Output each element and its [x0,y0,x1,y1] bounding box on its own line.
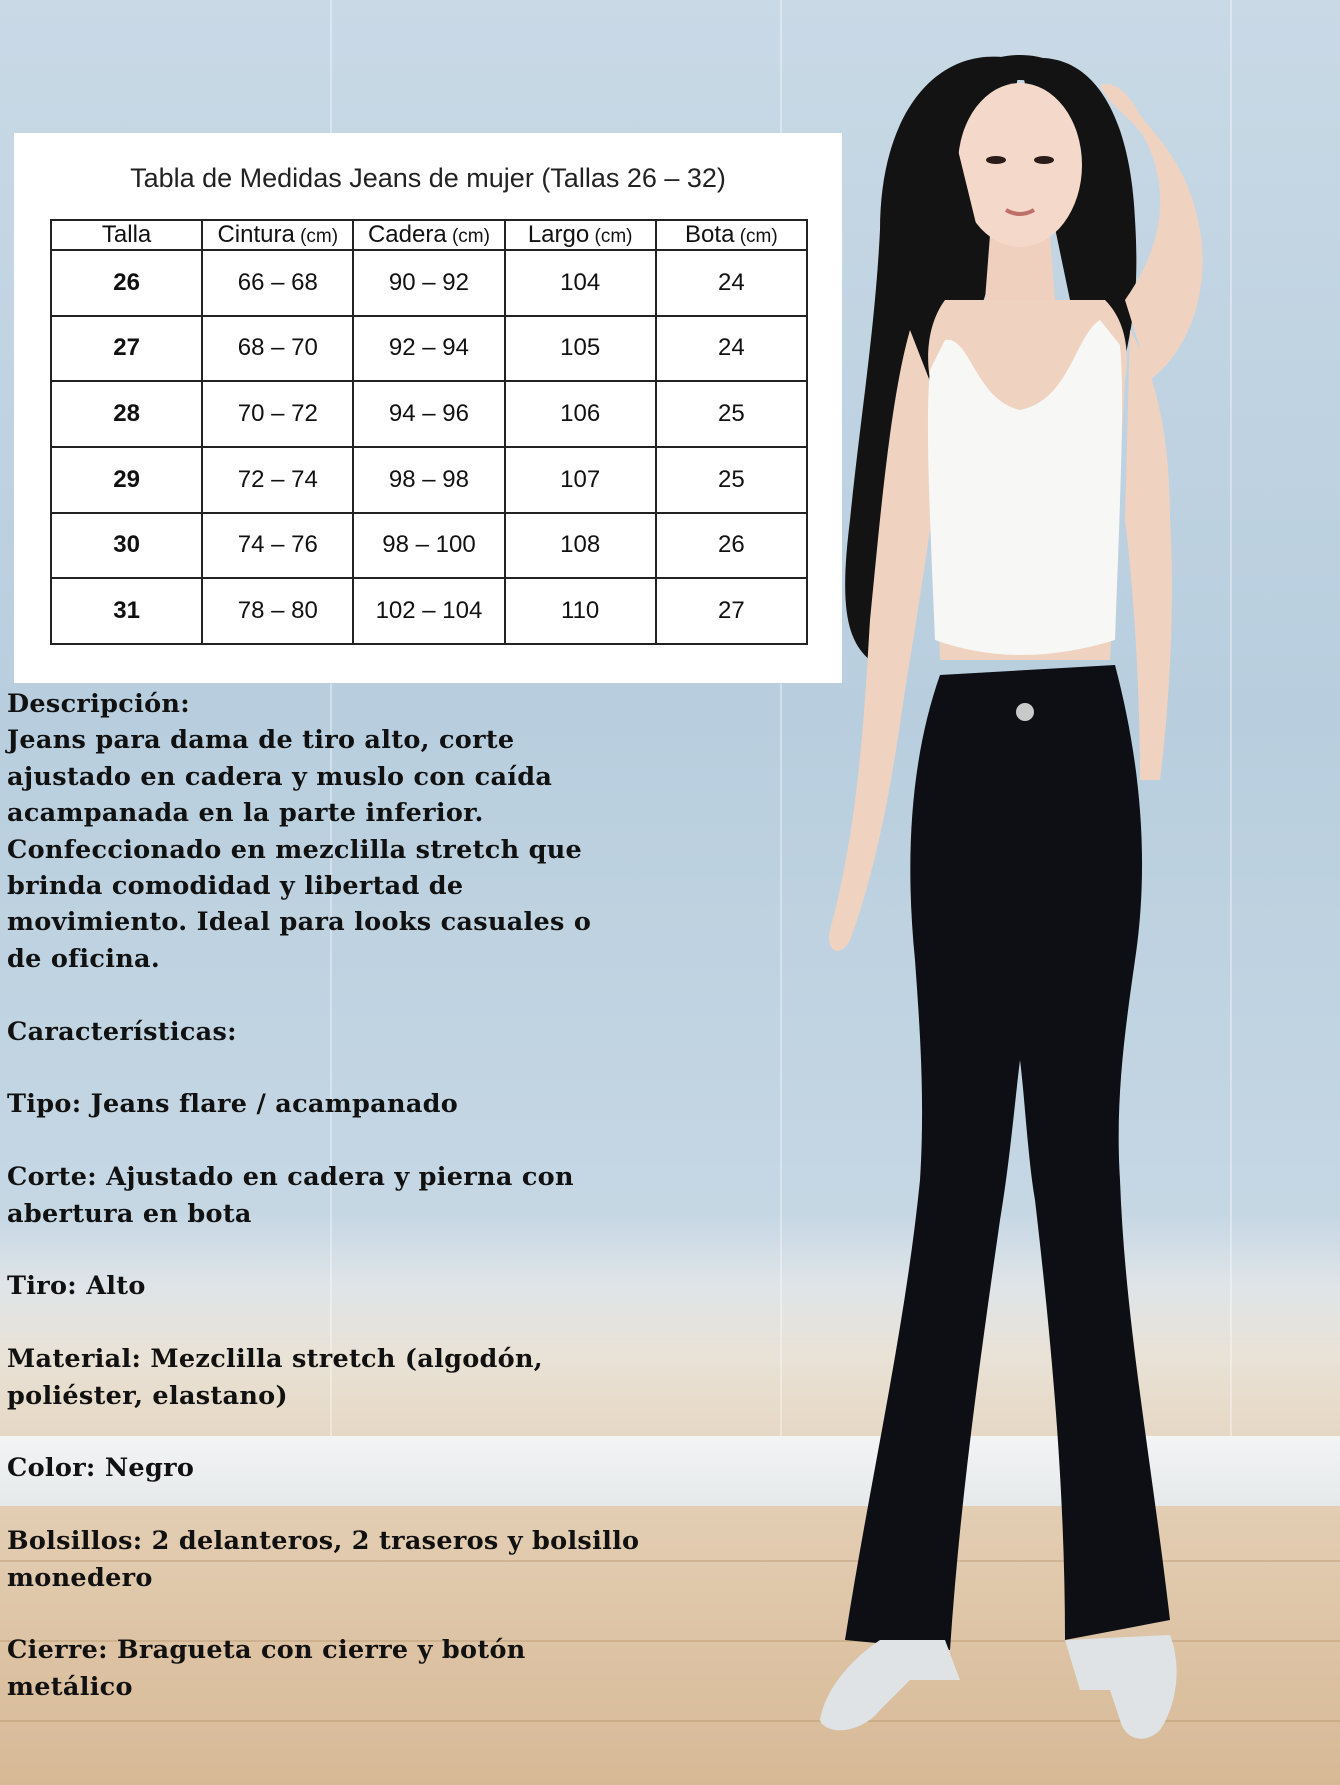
description-line: de oficina. [7,943,161,974]
measurement-cell: 104 [505,250,656,316]
size-chart-table [50,219,808,645]
measurement-cell: 72 – 74 [202,447,353,513]
feature-line: Cierre: Bragueta con cierre y botón [7,1635,526,1666]
feature-line: Bolsillos: 2 delanteros, 2 traseros y bolsillo [7,1526,640,1557]
measurement-cell: 94 – 96 [353,381,504,447]
right-arm [1125,330,1172,780]
measurement-cell: 107 [505,447,656,513]
jeans-button [1016,703,1034,721]
measurement-cell: 78 – 80 [202,578,353,644]
column-header-label: Largo [527,221,590,248]
measurement-cell: 66 – 68 [202,250,353,316]
measurement-cell: 24 [656,250,807,316]
table-row [51,578,807,644]
column-header [202,220,353,250]
feature-line: poliéster, elastano) [7,1380,288,1411]
feature-line: Material: Mezclilla stretch (algodón, [7,1344,543,1375]
measurement-cell: 68 – 70 [202,316,353,382]
column-header-unit: (cm) [294,226,339,247]
description-body [7,722,767,977]
feature-line: Corte: Ajustado en cadera y pierna con [7,1162,574,1193]
column-header-unit: (cm) [446,226,490,247]
feature-item [7,1632,767,1705]
measurement-cell: 70 – 72 [202,381,353,447]
measurement-cell: 90 – 92 [353,250,504,316]
measurement-cell: 105 [505,316,656,382]
feature-item [7,1341,767,1414]
feature-line: Tiro: Alto [7,1271,146,1302]
measurement-cell: 24 [656,316,807,382]
table-body [51,250,807,644]
column-header-unit: (cm) [589,226,633,247]
feature-line: monedero [7,1562,153,1593]
table-row [51,513,807,579]
size-cell: 26 [51,250,202,316]
measurement-cell: 108 [505,513,656,579]
measurement-cell: 26 [656,513,807,579]
size-cell: 29 [51,447,202,513]
measurement-cell: 110 [505,578,656,644]
column-header [353,220,504,250]
left-shoe [820,1640,960,1730]
table-row [51,250,807,316]
measurement-cell: 74 – 76 [202,513,353,579]
table-row [51,381,807,447]
description-line: brinda comodidad y libertad de [7,871,464,902]
table-header-row [51,220,807,250]
feature-item [7,1523,767,1596]
measurement-cell: 98 – 98 [353,447,504,513]
measurement-cell: 25 [656,447,807,513]
description-line: Jeans para dama de tiro alto, corte [7,725,515,756]
column-header-label: Cadera [367,221,447,248]
face [958,83,1082,247]
feature-item [7,1086,767,1122]
features-list [7,1050,767,1705]
column-header [51,220,202,250]
feature-line: Tipo: Jeans flare / acampanado [7,1089,459,1120]
feature-line: abertura en bota [7,1198,252,1229]
size-cell: 30 [51,513,202,579]
feature-item [7,1450,767,1486]
measurement-cell: 25 [656,381,807,447]
size-cell: 27 [51,316,202,382]
right-shoe [1065,1635,1177,1739]
size-cell: 28 [51,381,202,447]
column-header [656,220,807,250]
size-cell: 31 [51,578,202,644]
description-line: acampanada en la parte inferior. [7,798,484,829]
measurement-cell: 98 – 100 [353,513,504,579]
feature-line: Color: Negro [7,1453,195,1484]
table-row [51,447,807,513]
size-chart-title: Tabla de Medidas Jeans de mujer (Tallas 26 – 32) [130,163,726,193]
description-heading: Descripción: [7,689,190,719]
column-header-label: Cintura [217,221,295,248]
features-heading: Características: [7,1016,237,1047]
column-header-label: Talla [101,221,152,248]
feature-item [7,1159,767,1232]
product-description [7,686,767,1705]
size-chart-card [14,133,842,683]
measurement-cell: 92 – 94 [353,316,504,382]
column-header-label: Bota [685,221,735,248]
flare-jeans [845,665,1170,1650]
measurement-cell: 27 [656,578,807,644]
description-line: Confeccionado en mezclilla stretch que [7,834,583,865]
feature-line: metálico [7,1671,133,1702]
column-header-unit: (cm) [734,226,778,247]
measurement-cell: 102 – 104 [353,578,504,644]
column-header [505,220,656,250]
measurement-cell: 106 [505,381,656,447]
table-row [51,316,807,382]
description-line: ajustado en cadera y muslo con caída [7,761,553,792]
description-line: movimiento. Ideal para looks casuales o [7,907,592,938]
feature-item [7,1268,767,1304]
